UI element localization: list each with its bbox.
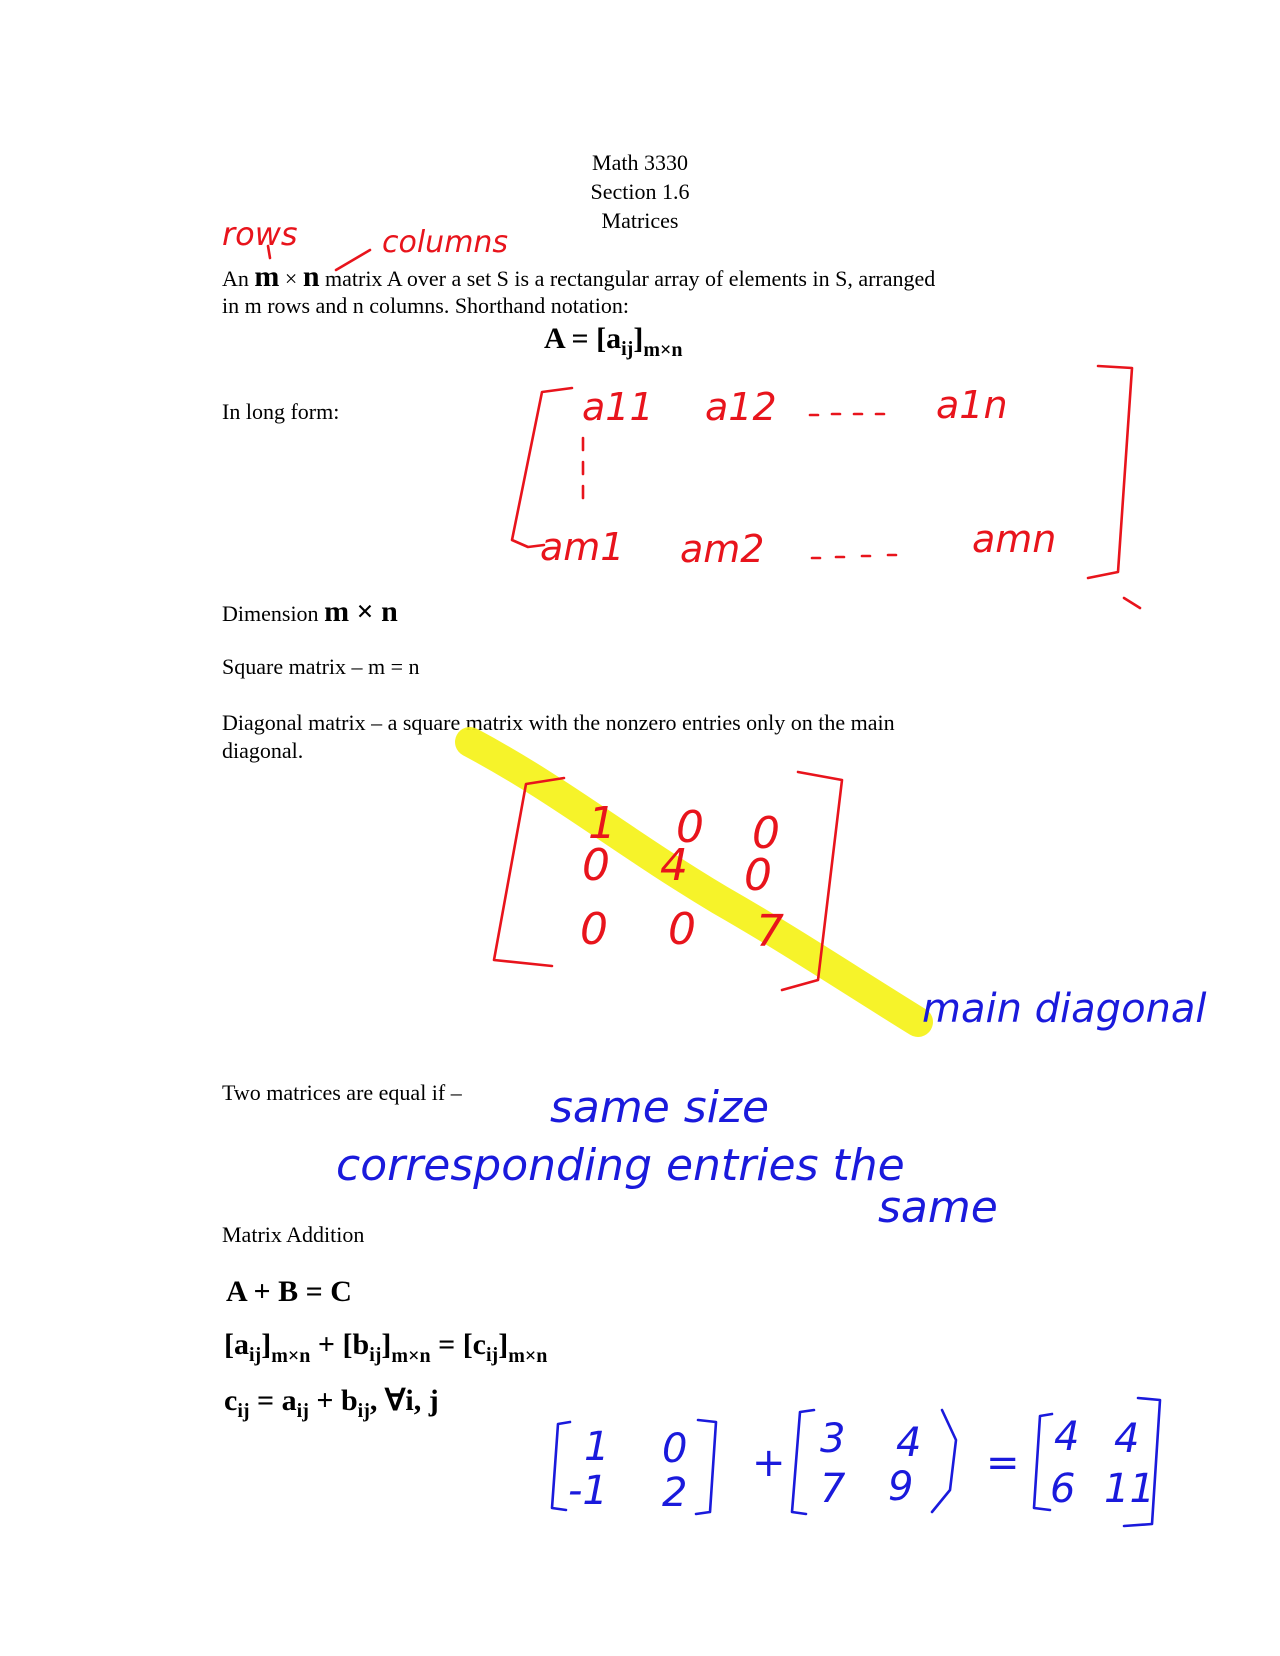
long-form-dots-row-1 [810,414,884,415]
same-size-annotation: same size [550,1082,770,1133]
symbol-times: × [284,266,298,291]
eq2-a-sub: ij [249,1344,262,1366]
columns-pointer [336,250,370,270]
example-m3-1-2: 4 [1114,1416,1140,1462]
diag-entry-3-2: 0 [668,904,696,955]
entry-a11: a11 [582,385,654,429]
rows-annotation: rows [222,215,298,253]
section-title: Section 1.6 [590,179,690,204]
definition-lead: An [222,266,249,291]
definition-rest: matrix A over a set S is a rectangular array of elements in S, arranged [325,266,936,291]
eq2-a: [a [224,1328,249,1361]
entry-a1n: a1n [936,383,1008,427]
columns-annotation: columns [382,225,509,260]
shorthand-close: ] [633,322,644,355]
diag-entry-3-3: 7 [756,906,784,957]
addition-equation-1: A + B = C [226,1275,352,1308]
diag-entry-1-3: 0 [752,808,780,859]
entry-am1: am1 [540,525,625,569]
long-form-stray-mark [1124,598,1140,608]
definition-line-2: in m rows and n columns. Shorthand notation: [222,293,629,318]
shorthand-sub: ij [621,338,634,360]
diag-entry-2-2: 4 [660,840,688,891]
example-m1-2-1: -1 [568,1468,608,1514]
course-title: Math 3330 [592,150,688,175]
long-form-left-bracket [512,388,572,547]
entry-am2: am2 [680,527,765,571]
long-form-label: In long form: [222,399,340,424]
diagonal-matrix-line-2: diagonal. [222,738,304,763]
addition-equation-2: $[a_{ij}]_{m\times n} + [b_{ij}]_{m\times n} = [c_{ij}]_{m\times n}$ [224,1328,548,1367]
example-m2-1-2: 4 [896,1420,922,1466]
eq2-b-dims: m×n [391,1345,431,1367]
example-m3-1-1: 4 [1054,1414,1080,1460]
dimension-value: m × n [324,595,398,628]
same-annotation: same [878,1182,998,1233]
example-m2-1-1: 3 [820,1416,846,1462]
entry-a12: a12 [705,385,777,429]
eq3-eq: = a [257,1384,297,1417]
eq3-b-sub: ij [357,1400,370,1422]
shorthand-lhs: A = [a [544,322,622,355]
example-m1-1-1: 1 [584,1424,610,1470]
dimension-label: Dimension [222,601,319,626]
eq2-plus: + [b [317,1328,370,1361]
symbol-n: n [302,260,320,293]
eq2-eq: = [c [438,1328,486,1361]
example-m1-right-bracket [696,1420,716,1514]
entry-amn: amn [972,517,1057,561]
eq2-a-dims: m×n [271,1345,311,1367]
eq3-rest: , ∀i, j [369,1384,439,1417]
topic-title: Matrices [601,208,679,233]
equal-matrices-label: Two matrices are equal if – [222,1080,462,1105]
diag-entry-1-1: 1 [588,798,616,849]
eq2-c-dims: m×n [508,1345,548,1367]
eq3-plus: + b [316,1384,358,1417]
example-m1-1-2: 0 [662,1426,688,1472]
eq3-c-sub: ij [237,1400,250,1422]
example-m2-left-bracket [792,1410,814,1514]
long-form-dots-row-2 [812,555,896,558]
diag-entry-1-2: 0 [676,802,704,853]
example-m2-2-2: 9 [888,1464,914,1510]
eq3-c: c [224,1384,238,1417]
example-plus: + [752,1440,786,1486]
eq2-b-sub: ij [369,1344,382,1366]
main-diagonal-highlight [470,742,918,1022]
diagonal-matrix-line-1: Diagonal matrix – a square matrix with the nonzero entries only on the main [222,710,895,735]
eq3-a-sub: ij [296,1400,309,1422]
long-form-right-bracket [1088,366,1132,578]
diag-entry-3-1: 0 [580,904,608,955]
example-m2-2-1: 7 [820,1466,846,1512]
example-equals: = [986,1440,1020,1486]
diag-entry-2-3: 0 [744,850,772,901]
shorthand-dims: m×n [643,339,683,361]
eq2-c-sub: ij [486,1344,499,1366]
main-diagonal-annotation: main diagonal [922,986,1207,1032]
symbol-m: m [254,260,280,293]
square-matrix-definition: Square matrix – m = n [222,654,420,679]
example-m3-2-2: 11 [1104,1466,1155,1512]
example-m1-2-2: 2 [662,1470,688,1516]
diag-entry-2-1: 0 [582,840,610,891]
example-m2-right-bracket [932,1410,956,1512]
example-m3-2-1: 6 [1050,1466,1076,1512]
corresponding-entries-annotation: corresponding entries the [336,1140,905,1191]
matrix-addition-heading: Matrix Addition [222,1222,365,1247]
